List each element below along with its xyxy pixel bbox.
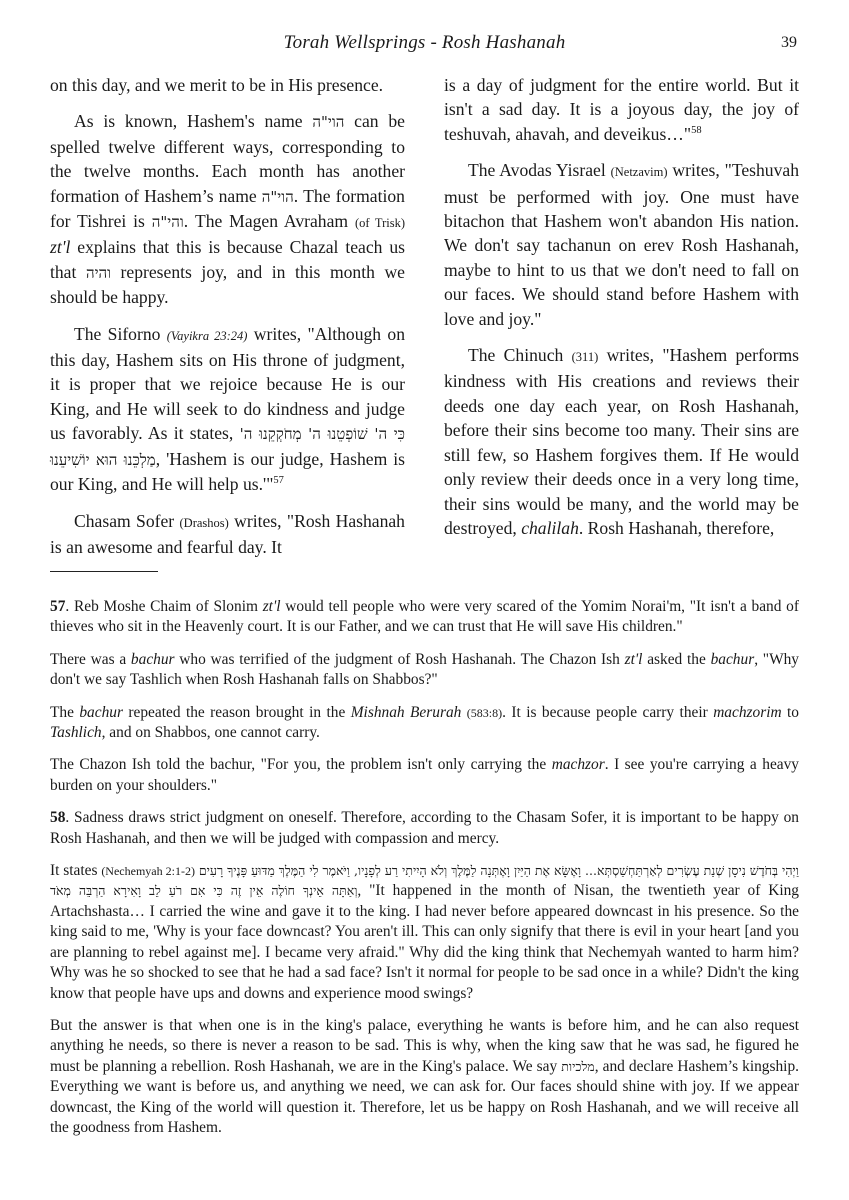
footnotes (50, 597, 799, 1150)
footnote-paragraph: But the answer is that when one is in the king's palace, everything he wants is before him, and he can also request anything he needs, so there is never a reason to be sad. This is why, when the king saw that he was sad, he figured he must be planning a rebellion. Rosh Hashanah, we are in the King's palace. We say מלכיות, and declare Hashem’s kingship. Everything we want is before us, and anything we need, we can ask for. Our faces should shine with joy. If we appear downcast, the King of the world will question it. Therefore, let us be happy on Rosh Hashanah, and we will receive all the goodness from Hashem. (50, 1016, 799, 1136)
right-column (444, 73, 799, 552)
footnote-divider (50, 571, 158, 572)
footnote-58: 58. Sadness draws strict judgment on oneself. Therefore, according to the Chasam Sofer, it is important to be happy on Rosh Hashanah, and then we will be judged with compassion and mercy. (50, 809, 799, 847)
footnote-ref: 57 (273, 475, 284, 487)
page-number: 39 (781, 34, 797, 51)
footnote-paragraph: It states (Nechemyah 2:1-2) וַיְהִי בְּחֹדֶשׁ נִיסָן שְׁנַת עֶשְׂרִים לְאַרְתַּחְשַׁסְתְּא... וָאֶשָּׂא אֶת הַיַּיִן וָאֶתְּנָה לַמֶּלֶךְ וְלֹא הָיִיתִי רַע לְפָנָיו, וַיֹּאמֶר לִי הַמֶּלֶךְ מַדּוּעַ פָּנֶיךָ רָעִים וְאַתָּה אֵינְךָ חוֹלֶה אֵין זֶה כִּי אִם רֹעַ לֵב וָאִירָא הַרְבֵּה מְאֹד, "It happened in the month of Nisan, the twentieth year of King Artachshasta… I carried the wine and gave it to the king. I had never before appeared downcast in his presence. So the king said to me, 'Why is your face downcast? You aren't ill. This can only signify that there is evil in your heart [and you are planning to rebel against me]. I became very afraid." Why did the king think that Nechemyah wanted to harm him? Why was he so shocked to see that he had a sad face? Isn't it normal for people to be sad once in a while? Didn't the king know that people have ups and downs and experience mood swings? (50, 862, 799, 1002)
paragraph: The Chinuch (311) writes, "Hashem performs kindness with His creations and reviews their deeds one day each year, on Rosh Hashanah, before their sins become too many. Their sins are still few, so Hashem forgives them. If He would only review their deeds once in a very long time, their sins would be many, and the world may be destroyed, chalilah. Rosh Hashanah, therefore, (444, 345, 799, 538)
paragraph: The Siforno (Vayikra 23:24) writes, "Although on this day, Hashem sits on His throne of judgment, it is proper that we rejoice because He is our King, and He will seek to do kindness and judge us favorably. As it states, כִּי ה' שׁוֹפְטֵנוּ ה' מְחֹקְקֵנוּ ה' מַלְכֵּנוּ הוּא יוֹשִׁיעֵנוּ, 'Hashem is our judge, Hashem is our King, and He will help us.'"$^{57}$ (50, 323, 405, 495)
running-header (50, 32, 799, 58)
paragraph: The Avodas Yisrael (Netzavim) writes, "Teshuvah must be performed with joy. One must have bitachon that Hashem won't abandon His nation. We don't say tachanun on erev Rosh Hashanah, maybe to hint to us that we don't need to fall on our faces. We should stand before Hashem with love and joy." (444, 160, 799, 329)
paragraph: Chasam Sofer (Drashos) writes, "Rosh Hashanah is an awesome and fearful day. It (50, 510, 405, 557)
book-title: Torah Wellsprings - Rosh Hashanah (283, 32, 566, 53)
footnote-57: 57. Reb Moshe Chaim of Slonim zt'l would tell people who were very scared of the Yomim Norai'm, "It isn't a band of thieves who sit in the Heavenly court. It is our Father, and we can trust that He will save His children." (50, 598, 799, 636)
paragraph: As is known, Hashem's name הוי"ה can be spelled twelve different ways, corresponding to the twelve months. Each month has another formation of Hashem’s name הוי"ה. The formation for Tishrei is והי"ה. The Magen Avraham (of Trisk) zt'l explains that this is because Chazal teach us that והיה represents joy, and in this month we should be happy. (50, 111, 406, 308)
footnote-ref: 58 (691, 124, 702, 136)
left-column (50, 73, 405, 571)
paragraph: is a day of judgment for the entire world. But it isn't a sad day. It is a joyous day, the joy of teshuvah, ahavah, and deveikus…"$^{58}$ (444, 75, 799, 144)
footnote-paragraph: There was a bachur who was terrified of the judgment of Rosh Hashanah. The Chazon Ish zt'l asked the bachur, "Why don't we say Tashlich when Rosh Hashanah falls on Shabbos?" (50, 650, 799, 689)
footnote-paragraph: The Chazon Ish told the bachur, "For you, the problem isn't only carrying the machzor. I see you're carrying a heavy burden on your shoulders." (50, 756, 799, 794)
paragraph: on this day, and we merit to be in His presence. (50, 75, 384, 95)
footnote-paragraph: The bachur repeated the reason brought in the Mishnah Berurah (583:8). It is because people carry their machzorim to Tashlich, and on Shabbos, one cannot carry. (50, 703, 799, 742)
